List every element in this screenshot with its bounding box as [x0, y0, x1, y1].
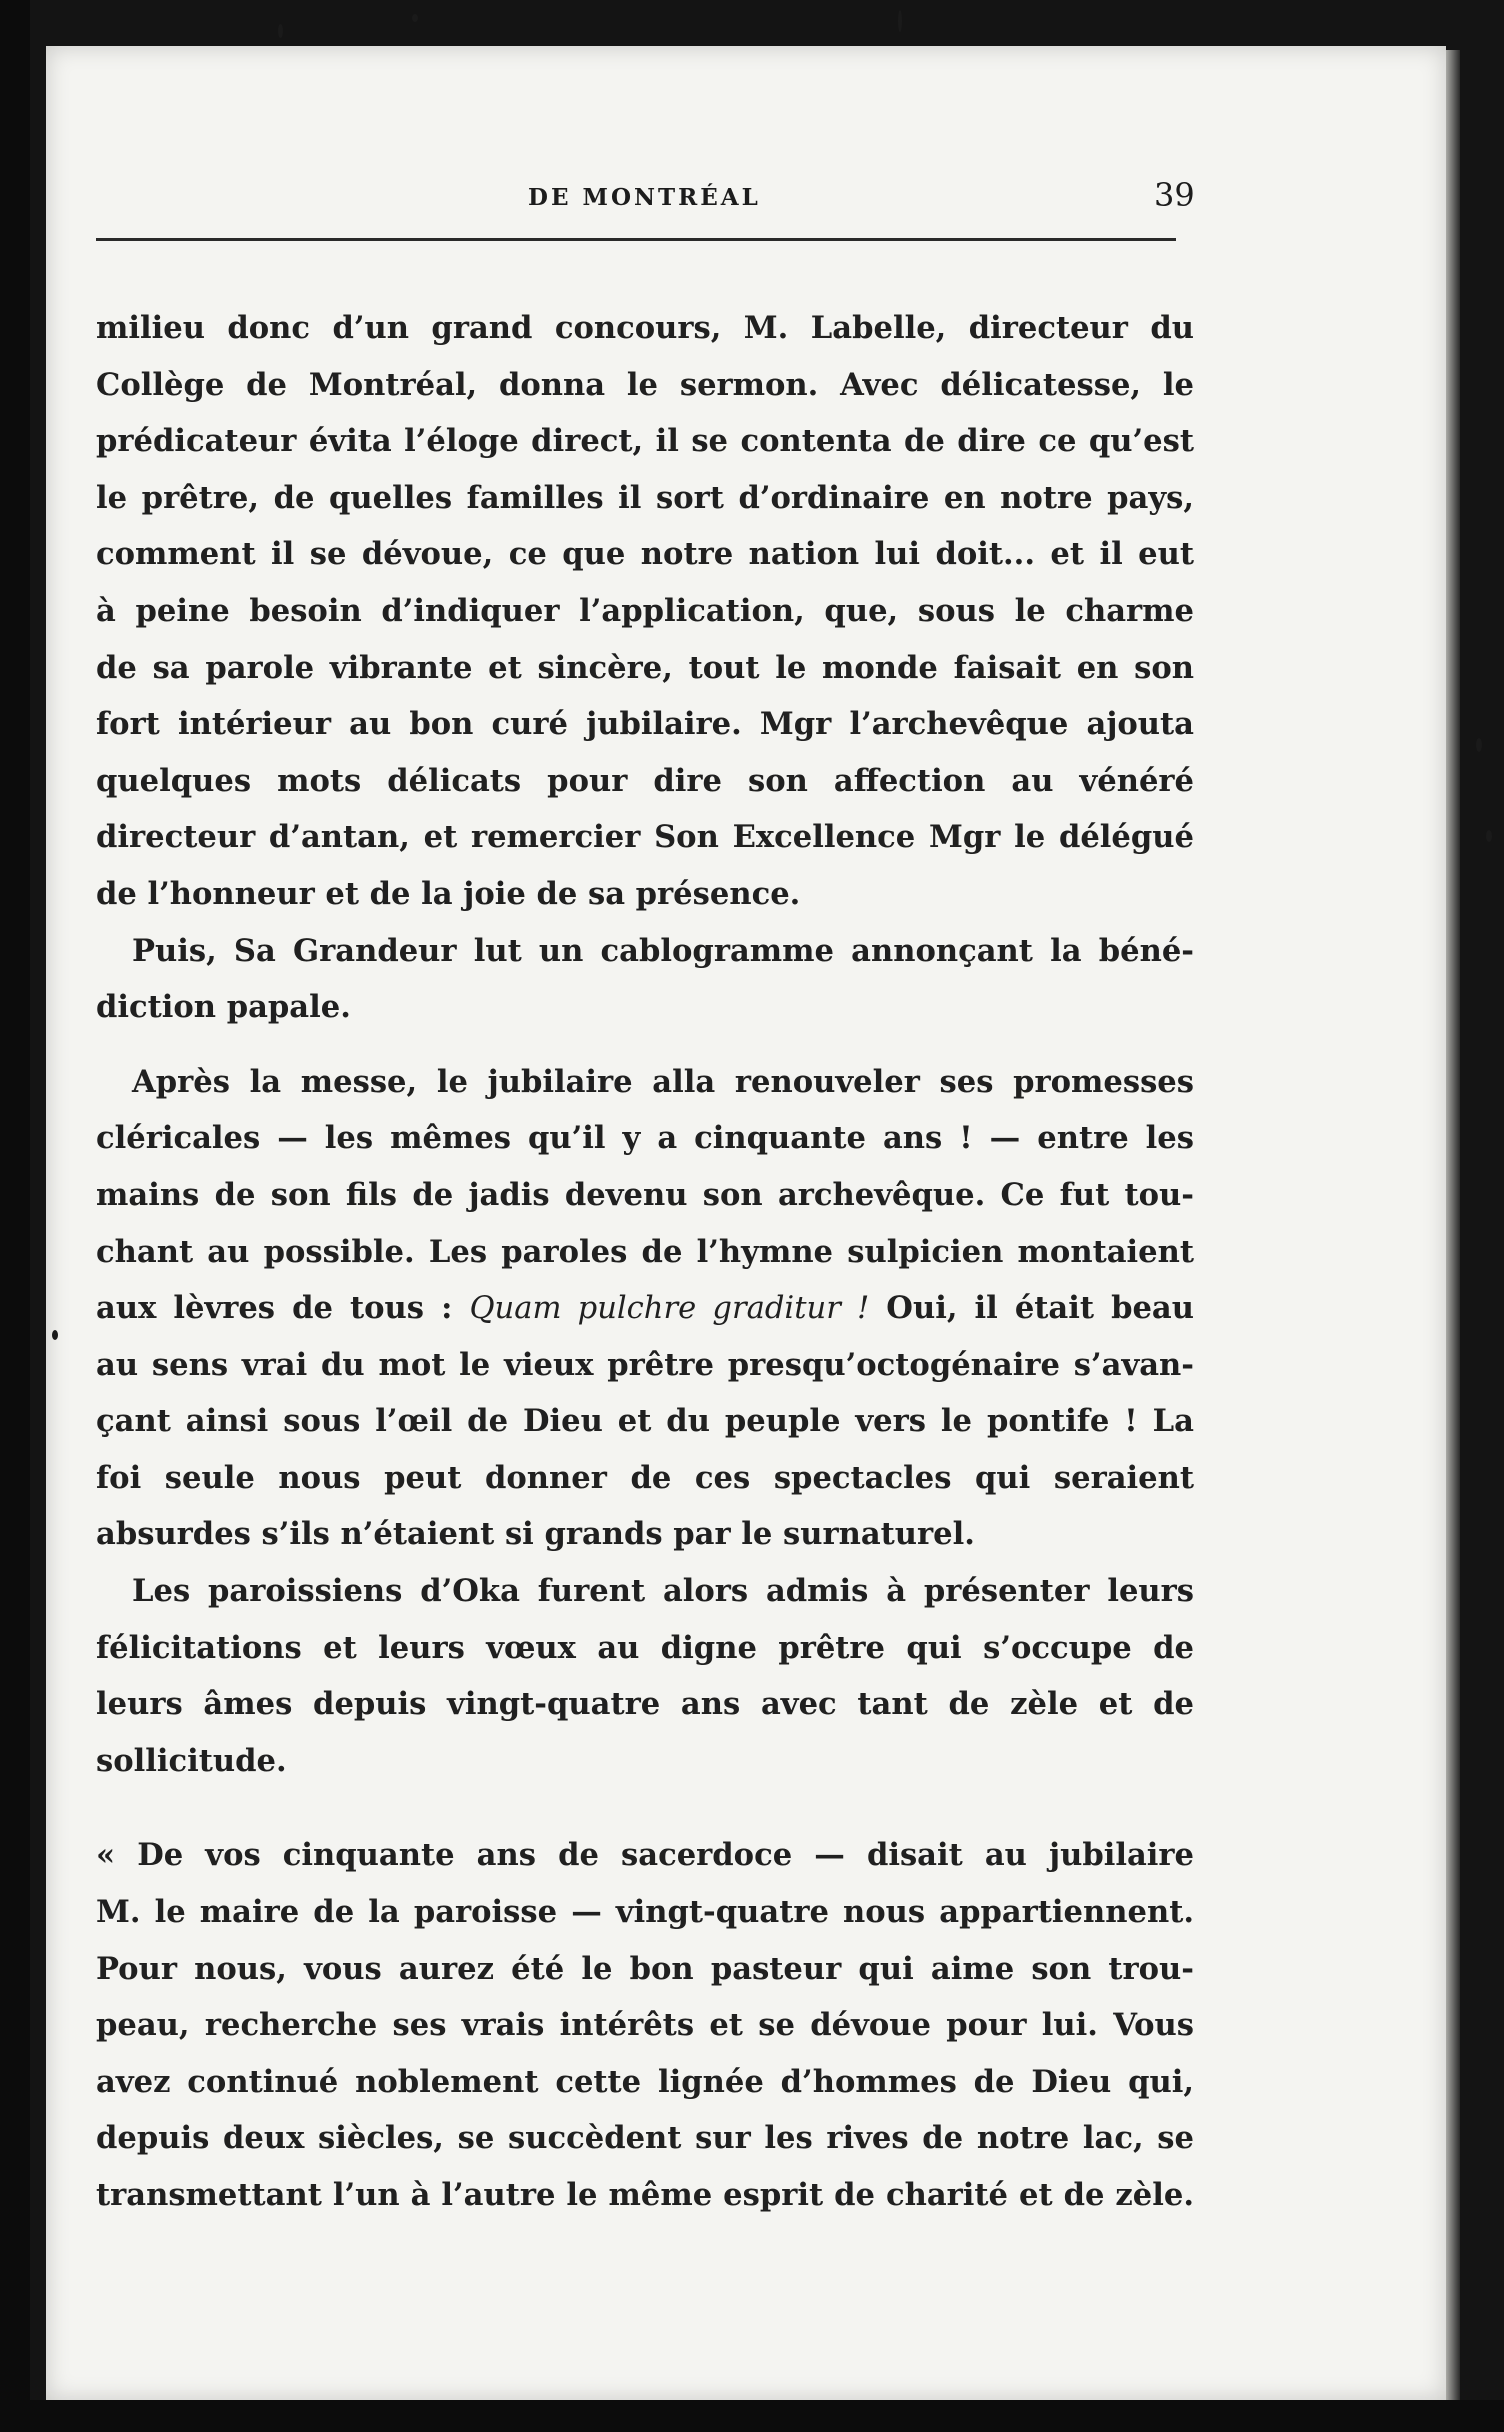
text-line: de l’honneur et de la joie de sa présence.: [96, 875, 801, 912]
text-line: prédicateur évita l’éloge direct, il se contenta de dire ce qu’est: [96, 423, 1194, 460]
text-line: à peine besoin d’indiquer l’application, que, sous le charme: [96, 592, 1194, 629]
text-line: transmettant l’un à l’autre le même esprit de charité et de zèle.: [96, 2177, 1194, 2213]
paragraph-3: [96, 1054, 1194, 1563]
text-line: Après la messe, le jubilaire alla renouveler ses promesses: [132, 1063, 1194, 1100]
text-line-with-latin-quote: [96, 1280, 1194, 1337]
text-line: sollicitude.: [96, 1742, 287, 1779]
text-fragment: aux lèvres de tous :: [96, 1290, 470, 1327]
text-line: çant ainsi sous l’œil de Dieu et du peuple vers le pontife ! La: [96, 1403, 1194, 1440]
scan-speck: [278, 24, 283, 38]
text-line: leurs âmes depuis vingt-quatre ans avec tant de zèle et de: [96, 1686, 1194, 1723]
paragraph-1: [96, 300, 1194, 923]
text-line: mains de son fils de jadis devenu son archevêque. Ce fut tou-: [96, 1176, 1194, 1213]
scan-speck: [412, 14, 418, 22]
scan-left-edge: [0, 0, 30, 2432]
text-line: diction papale.: [96, 989, 351, 1026]
scan-speck: [52, 1330, 58, 1340]
text-line: cléricales — les mêmes qu’il y a cinquante ans ! — entre les: [96, 1120, 1194, 1157]
quotation-paragraph: [96, 1827, 1194, 2223]
paragraph-4: [96, 1563, 1194, 1789]
scan-bottom-edge: [0, 2400, 1504, 2432]
text-line: « De vos cinquante ans de sacerdoce — disait au jubilaire: [96, 1837, 1194, 1874]
text-line: fort intérieur au bon curé jubilaire. Mgr l’archevêque ajouta: [96, 706, 1194, 743]
text-line: Puis, Sa Grandeur lut un cablogramme annonçant la béné-: [132, 932, 1194, 969]
text-fragment: Oui, il était beau: [869, 1290, 1194, 1327]
text-line: Pour nous, vous aurez été le bon pasteur qui aime son trou-: [96, 1950, 1194, 1987]
text-line: directeur d’antan, et remercier Son Excellence Mgr le délégué: [96, 819, 1194, 856]
text-line: depuis deux siècles, se succèdent sur les rives de notre lac, se: [96, 2120, 1194, 2157]
header-rule: [96, 238, 1176, 241]
paragraph-gap: [96, 1036, 1194, 1054]
text-line: peau, recherche ses vrais intérêts et se dévoue pour lui. Vous: [96, 2007, 1194, 2044]
text-line: M. le maire de la paroisse — vingt-quatre nous appartiennent.: [96, 1894, 1194, 1931]
text-line: de sa parole vibrante et sincère, tout le monde faisait en son: [96, 649, 1194, 686]
running-head: DE MONTRÉAL: [528, 184, 761, 211]
paragraph-gap: [96, 1789, 1194, 1827]
text-line: avez continué noblement cette lignée d’hommes de Dieu qui,: [96, 2063, 1194, 2100]
text-line: au sens vrai du mot le vieux prêtre presqu’octogénaire s’avan-: [96, 1346, 1194, 1383]
page-number: 39: [1154, 176, 1195, 214]
text-line: milieu donc d’un grand concours, M. Labelle, directeur du: [96, 310, 1194, 346]
text-line: foi seule nous peut donner de ces spectacles qui seraient: [96, 1459, 1194, 1496]
text-line: chant au possible. Les paroles de l’hymne sulpicien montaient: [96, 1233, 1194, 1270]
scan-speck: [1486, 830, 1492, 842]
latin-quotation: Quam pulchre graditur !: [469, 1291, 870, 1327]
paragraph-2: [96, 923, 1194, 1036]
text-line: quelques mots délicats pour dire son affection au vénéré: [96, 762, 1194, 799]
text-line: Les paroissiens d’Oka furent alors admis à présenter leurs: [132, 1573, 1194, 1610]
scan-speck: [898, 10, 902, 32]
text-line: absurdes s’ils n’étaient si grands par le surnaturel.: [96, 1516, 975, 1553]
text-line: félicitations et leurs vœux au digne prêtre qui s’occupe de: [96, 1629, 1194, 1666]
text-line: comment il se dévoue, ce que notre nation lui doit... et il eut: [96, 536, 1194, 573]
page-text: [96, 300, 1194, 2224]
text-line: le prêtre, de quelles familles il sort d’ordinaire en notre pays,: [96, 479, 1194, 516]
text-line: Collège de Montréal, donna le sermon. Avec délicatesse, le: [96, 366, 1194, 403]
scan-speck: [1476, 738, 1482, 752]
